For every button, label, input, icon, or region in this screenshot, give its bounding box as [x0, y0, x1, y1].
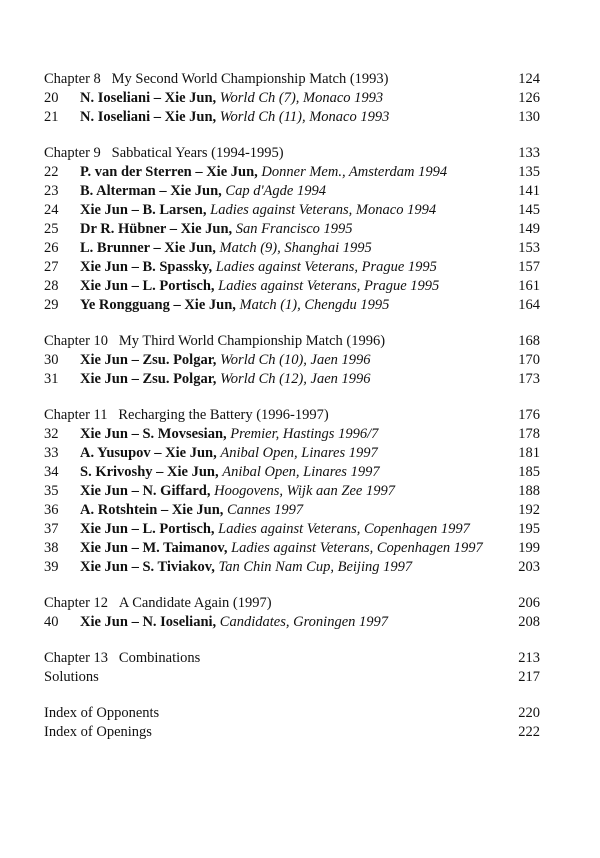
game-entry: [44, 220, 544, 239]
game-players: Xie Jun – Zsu. Polgar,: [80, 352, 217, 368]
game-players: Xie Jun – L. Portisch,: [80, 521, 215, 537]
backmatter-section: [44, 649, 544, 687]
game-page-number: 170: [518, 352, 540, 368]
game-event: Hoogovens, Wijk aan Zee 1997: [214, 483, 395, 499]
game-event: Cap d'Agde 1994: [225, 183, 326, 199]
game-players: Xie Jun – S. Movsesian,: [80, 426, 227, 442]
game-entry: [44, 258, 544, 277]
game-entry: [44, 277, 544, 296]
game-players: Xie Jun – S. Tiviakov,: [80, 559, 215, 575]
game-players: B. Alterman – Xie Jun,: [80, 183, 222, 199]
game-entry: [44, 558, 544, 577]
game-entry: [44, 370, 544, 389]
chapter-page-number: 133: [518, 145, 540, 161]
game-event: Candidates, Groningen 1997: [219, 614, 389, 630]
game-players: P. van der Sterren – Xie Jun,: [80, 164, 258, 180]
game-event: Tan Chin Nam Cup, Beijing 1997: [218, 559, 413, 575]
chapter-section: [44, 70, 544, 127]
index-opponents-page-number: 220: [518, 705, 540, 721]
game-number: 29: [44, 297, 59, 313]
table-of-contents: [44, 70, 544, 759]
game-entry: [44, 108, 544, 127]
chapter-title: A Candidate Again (1997): [118, 595, 272, 611]
game-number: 26: [44, 240, 59, 256]
game-page-number: 188: [518, 483, 540, 499]
game-event: Anibal Open, Linares 1997: [220, 445, 378, 461]
game-players: Xie Jun – N. Giffard,: [80, 483, 211, 499]
chapter-label: Chapter 9: [44, 145, 101, 161]
game-number: 25: [44, 221, 59, 237]
game-page-number: 203: [518, 559, 540, 575]
chapter-title: My Second World Championship Match (1993): [111, 71, 389, 87]
game-event: Anibal Open, Linares 1997: [222, 464, 380, 480]
game-number: 30: [44, 352, 59, 368]
game-players: N. Ioseliani – Xie Jun,: [80, 109, 217, 125]
chapter-label: Chapter 8: [44, 71, 101, 87]
game-number: 24: [44, 202, 59, 218]
game-number: 32: [44, 426, 59, 442]
index-section: [44, 704, 544, 742]
game-page-number: 195: [518, 521, 540, 537]
game-page-number: 161: [518, 278, 540, 294]
game-players: Xie Jun – B. Spassky,: [80, 259, 213, 275]
game-players: A. Yusupov – Xie Jun,: [80, 445, 217, 461]
game-number: 37: [44, 521, 59, 537]
game-page-number: 135: [518, 164, 540, 180]
game-event: Ladies against Veterans, Prague 1995: [218, 278, 440, 294]
game-number: 36: [44, 502, 59, 518]
game-event: Match (9), Shanghai 1995: [219, 240, 372, 256]
chapter-page-number: 168: [518, 333, 540, 349]
game-players: Xie Jun – Zsu. Polgar,: [80, 371, 217, 387]
game-entry: [44, 444, 544, 463]
chapter-label: Chapter 10: [44, 333, 109, 349]
game-page-number: 153: [518, 240, 540, 256]
game-entry: [44, 425, 544, 444]
index-openings-page-number: 222: [518, 724, 540, 740]
chapter-heading: [44, 406, 544, 425]
solutions-title: Solutions: [44, 669, 99, 685]
solutions-entry: [44, 668, 544, 687]
game-page-number: 141: [518, 183, 540, 199]
index-openings-title: Index of Openings: [44, 724, 152, 740]
game-number: 22: [44, 164, 59, 180]
game-number: 27: [44, 259, 59, 275]
game-players: S. Krivoshy – Xie Jun,: [80, 464, 219, 480]
game-players: Xie Jun – N. Ioseliani,: [80, 614, 217, 630]
game-event: Match (1), Chengdu 1995: [239, 297, 390, 313]
chapter-page-number: 213: [518, 650, 540, 666]
game-event: World Ch (10), Jaen 1996: [220, 352, 371, 368]
game-players: Xie Jun – L. Portisch,: [80, 278, 215, 294]
game-number: 31: [44, 371, 59, 387]
game-page-number: 185: [518, 464, 540, 480]
chapter-title: Combinations: [118, 650, 201, 666]
chapter-label: Chapter 13: [44, 650, 109, 666]
game-entry: [44, 351, 544, 370]
game-entry: [44, 482, 544, 501]
game-event: World Ch (7), Monaco 1993: [219, 90, 384, 106]
game-page-number: 181: [518, 445, 540, 461]
game-event: Donner Mem., Amsterdam 1994: [261, 164, 448, 180]
chapter-title: Sabbatical Years (1994-1995): [111, 145, 284, 161]
game-number: 20: [44, 90, 59, 106]
game-players: Xie Jun – M. Taimanov,: [80, 540, 228, 556]
game-event: Ladies against Veterans, Monaco 1994: [210, 202, 437, 218]
game-entry: [44, 463, 544, 482]
chapter-heading: [44, 144, 544, 163]
game-page-number: 157: [518, 259, 540, 275]
game-page-number: 173: [518, 371, 540, 387]
chapter-title: Recharging the Battery (1996-1997): [118, 407, 329, 423]
game-entry: [44, 182, 544, 201]
game-page-number: 178: [518, 426, 540, 442]
chapter-label: Chapter 12: [44, 595, 109, 611]
chapter-page-number: 176: [518, 407, 540, 423]
game-entry: [44, 239, 544, 258]
solutions-page-number: 217: [518, 669, 540, 685]
index-opponents-title: Index of Opponents: [44, 705, 160, 721]
game-entry: [44, 501, 544, 520]
game-players: Xie Jun – B. Larsen,: [80, 202, 207, 218]
game-page-number: 208: [518, 614, 540, 630]
game-event: Ladies against Veterans, Copenhagen 1997: [231, 540, 483, 556]
game-number: 28: [44, 278, 59, 294]
chapter-heading: [44, 649, 544, 668]
game-event: World Ch (12), Jaen 1996: [220, 371, 371, 387]
game-number: 40: [44, 614, 59, 630]
game-number: 39: [44, 559, 59, 575]
chapter-section: [44, 406, 544, 577]
chapter-page-number: 206: [518, 595, 540, 611]
game-number: 21: [44, 109, 59, 125]
game-entry: [44, 539, 544, 558]
chapter-section: [44, 332, 544, 389]
chapter-heading: [44, 332, 544, 351]
game-page-number: 149: [518, 221, 540, 237]
game-event: Premier, Hastings 1996/7: [230, 426, 379, 442]
game-page-number: 130: [518, 109, 540, 125]
chapter-heading: [44, 594, 544, 613]
game-players: L. Brunner – Xie Jun,: [80, 240, 216, 256]
chapter-section: [44, 594, 544, 632]
game-page-number: 126: [518, 90, 540, 106]
chapter-section: [44, 144, 544, 315]
game-event: Cannes 1997: [227, 502, 304, 518]
game-players: Dr R. Hübner – Xie Jun,: [80, 221, 233, 237]
game-number: 38: [44, 540, 59, 556]
game-page-number: 192: [518, 502, 540, 518]
game-event: San Francisco 1995: [235, 221, 353, 237]
game-players: N. Ioseliani – Xie Jun,: [80, 90, 217, 106]
game-event: World Ch (11), Monaco 1993: [219, 109, 390, 125]
game-number: 23: [44, 183, 59, 199]
game-page-number: 164: [518, 297, 540, 313]
game-event: Ladies against Veterans, Prague 1995: [215, 259, 437, 275]
game-players: A. Rotshtein – Xie Jun,: [80, 502, 224, 518]
game-entry: [44, 89, 544, 108]
game-number: 33: [44, 445, 59, 461]
game-page-number: 145: [518, 202, 540, 218]
game-page-number: 199: [518, 540, 540, 556]
index-entry: [44, 704, 544, 723]
game-entry: [44, 296, 544, 315]
game-number: 35: [44, 483, 59, 499]
index-entry: [44, 723, 544, 742]
chapter-heading: [44, 70, 544, 89]
game-entry: [44, 520, 544, 539]
chapter-title: My Third World Championship Match (1996): [118, 333, 386, 349]
chapter-label: Chapter 11: [44, 407, 108, 423]
chapter-page-number: 124: [518, 71, 540, 87]
game-entry: [44, 613, 544, 632]
game-event: Ladies against Veterans, Copenhagen 1997: [218, 521, 470, 537]
game-players: Ye Rongguang – Xie Jun,: [80, 297, 236, 313]
game-entry: [44, 163, 544, 182]
game-number: 34: [44, 464, 59, 480]
game-entry: [44, 201, 544, 220]
